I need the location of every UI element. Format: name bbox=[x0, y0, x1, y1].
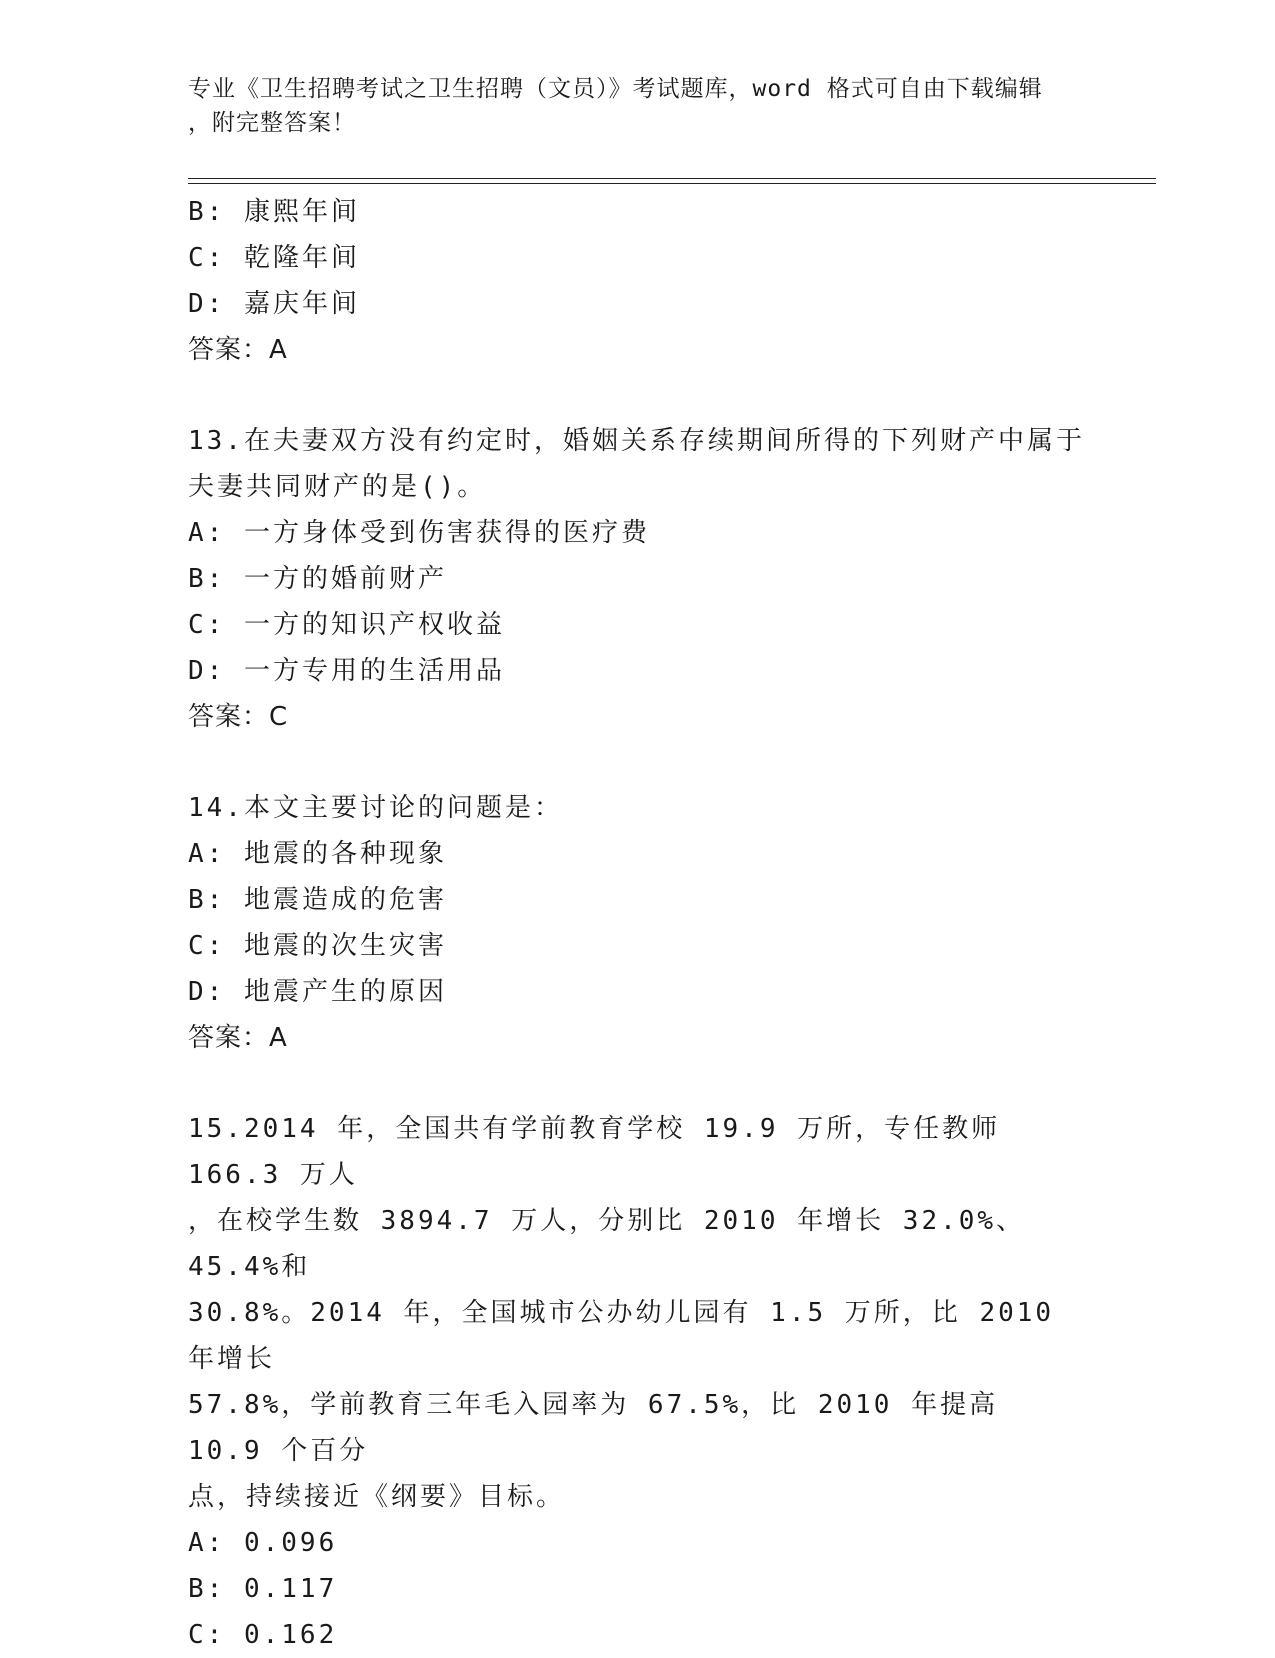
question-stem-line: 30.8%。2014 年，全国城市公办幼儿园有 1.5 万所，比 2010 年增长 bbox=[188, 1298, 1055, 1374]
question-12-continued bbox=[188, 189, 1088, 373]
question-stem-line: 点，持续接近《纲要》目标。 bbox=[188, 1482, 566, 1512]
document-header bbox=[188, 72, 1088, 140]
option-b: B: 0.117 bbox=[188, 1574, 338, 1604]
option-d: D: 一方专用的生活用品 bbox=[188, 656, 505, 686]
question-stem-line: 夫妻共同财产的是()。 bbox=[188, 472, 487, 502]
option-b: B: 康熙年间 bbox=[188, 197, 360, 227]
option-d: D: 地震产生的原因 bbox=[188, 977, 447, 1007]
option-b: B: 一方的婚前财产 bbox=[188, 564, 447, 594]
option-c: C: 地震的次生灾害 bbox=[188, 931, 447, 961]
option-b: B: 地震造成的危害 bbox=[188, 885, 447, 915]
question-stem-line: 15.2014 年，全国共有学前教育学校 19.9 万所，专任教师 166.3 万人 bbox=[188, 1114, 1001, 1190]
answer: 答案：A bbox=[188, 335, 288, 365]
option-a: A: 一方身体受到伤害获得的医疗费 bbox=[188, 518, 650, 548]
question-13 bbox=[188, 418, 1088, 740]
spacer bbox=[188, 373, 1088, 418]
answer: 答案：A bbox=[188, 1023, 288, 1053]
question-14 bbox=[188, 785, 1088, 1061]
option-d: D: 嘉庆年间 bbox=[188, 289, 360, 319]
question-stem-line: 14.本文主要讨论的问题是： bbox=[188, 793, 563, 823]
header-line-1: 专业《卫生招聘考试之卫生招聘（文员）》考试题库，word 格式可自由下载编辑 bbox=[188, 76, 1043, 102]
answer: 答案：C bbox=[188, 702, 289, 732]
option-c: C: 乾隆年间 bbox=[188, 243, 360, 273]
option-a: A: 地震的各种现象 bbox=[188, 839, 447, 869]
option-c: C: 一方的知识产权收益 bbox=[188, 610, 505, 640]
question-stem-line: 57.8%，学前教育三年毛入园率为 67.5%，比 2010 年提高 10.9 个百分 bbox=[188, 1390, 999, 1466]
spacer bbox=[188, 1061, 1088, 1106]
question-stem-line: ，在校学生数 3894.7 万人，分别比 2010 年增长 32.0%、45.4%和 bbox=[188, 1206, 1026, 1282]
option-a: A: 0.096 bbox=[188, 1528, 338, 1558]
question-stem-line: 13.在夫妻双方没有约定时，婚姻关系存续期间所得的下列财产中属于 bbox=[188, 426, 1085, 456]
header-rule-top bbox=[188, 178, 1156, 179]
spacer bbox=[188, 740, 1088, 785]
question-15 bbox=[188, 1106, 1088, 1658]
option-c: C: 0.162 bbox=[188, 1620, 338, 1650]
header-rule-bottom bbox=[188, 183, 1156, 184]
header-line-2: ，附完整答案！ bbox=[188, 110, 356, 136]
document-body bbox=[188, 189, 1088, 1658]
